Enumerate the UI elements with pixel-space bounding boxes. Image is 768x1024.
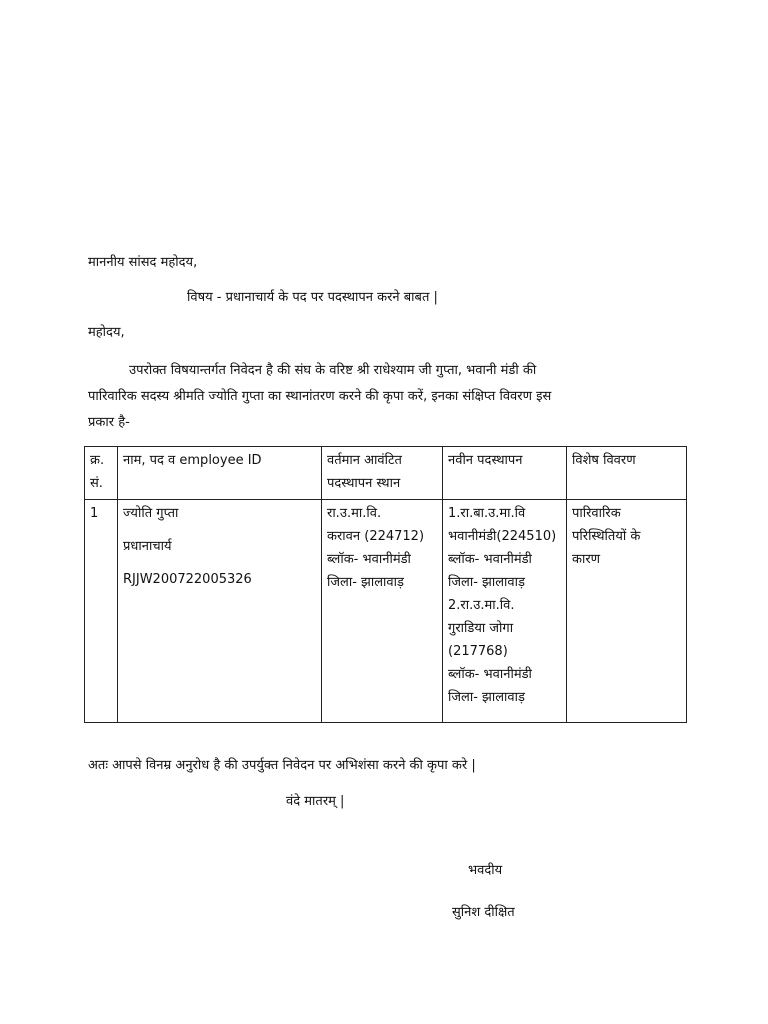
new-line: गुराडिया जोगा <box>448 621 514 636</box>
closing-request: अतः आपसे विनम्र अनुरोध है की उपर्युक्त निवेदन पर अभिशंसा करने की कृपा करे | <box>88 758 476 773</box>
header-current <box>322 447 443 500</box>
header-new <box>443 447 567 500</box>
header-name <box>118 447 322 500</box>
employee-name: ज्योति गुप्ता <box>123 506 179 521</box>
vande-mataram: वंदे मातरम् | <box>286 794 345 809</box>
cell-current <box>322 500 443 723</box>
new-line: (217768) <box>448 644 508 659</box>
yours-faithfully: भवदीय <box>468 863 503 878</box>
header-text: वर्तमान आवंटित <box>327 453 402 468</box>
header-text: पदस्थापन स्थान <box>327 476 401 491</box>
header-text: नवीन पदस्थापन <box>448 453 523 468</box>
greeting: महोदय, <box>88 325 125 340</box>
header-special <box>567 447 687 500</box>
body-line: पारिवारिक सदस्य श्रीमति ज्योति गुप्ता का स्थानांतरण करने की कृपा करें, इनका संक्षिप्त विवरण इस <box>88 389 552 404</box>
special-line: कारण <box>572 552 601 567</box>
new-line: भवानीमंडी(224510) <box>448 529 557 544</box>
header-text: सं. <box>90 476 103 491</box>
header-text: नाम, पद व employee ID <box>123 453 262 468</box>
current-line: रा.उ.मा.वि. <box>327 506 382 521</box>
new-line: 2.रा.उ.मा.वि. <box>448 598 515 613</box>
header-text: क्र. <box>90 453 105 468</box>
body-line: प्रकार है- <box>88 415 130 430</box>
new-line: जिला- झालावाड़ <box>448 690 525 705</box>
employee-id: RJJW200722005326 <box>123 572 252 587</box>
new-line: ब्लॉक- भवानीमंडी <box>448 552 532 567</box>
new-line: जिला- झालावाड़ <box>448 575 525 590</box>
new-line: 1.रा.बा.उ.मा.वि <box>448 506 526 521</box>
cell-special <box>567 500 687 723</box>
header-text: विशेष विवरण <box>572 453 636 468</box>
current-line: ब्लॉक- भवानीमंडी <box>327 552 411 567</box>
current-line: जिला- झालावाड़ <box>327 575 404 590</box>
table-row <box>85 500 687 723</box>
subject-line: विषय - प्रधानाचार्य के पद पर पदस्थापन करने बाबत | <box>187 290 438 305</box>
header-sno <box>85 447 118 500</box>
body-paragraph <box>88 358 686 436</box>
signer-name: सुनिश दीक्षित <box>452 905 515 920</box>
cell-sno <box>85 500 118 723</box>
special-line: परिस्थितियों के <box>572 529 641 544</box>
special-line: पारिवारिक <box>572 506 621 521</box>
sno-value: 1 <box>90 506 99 521</box>
table-header-row <box>85 447 687 500</box>
salutation: माननीय सांसद महोदय, <box>88 255 198 270</box>
body-line: उपरोक्त विषयान्तर्गत निवेदन है की संघ के वरिष्ट श्री राधेश्याम जी गुप्ता, भवानी मंडी की <box>129 363 537 378</box>
cell-new <box>443 500 567 723</box>
new-line: ब्लॉक- भवानीमंडी <box>448 667 532 682</box>
employee-post: प्रधानाचार्य <box>123 539 172 554</box>
details-table <box>84 446 687 723</box>
cell-name <box>118 500 322 723</box>
current-line: करावन (224712) <box>327 529 425 544</box>
